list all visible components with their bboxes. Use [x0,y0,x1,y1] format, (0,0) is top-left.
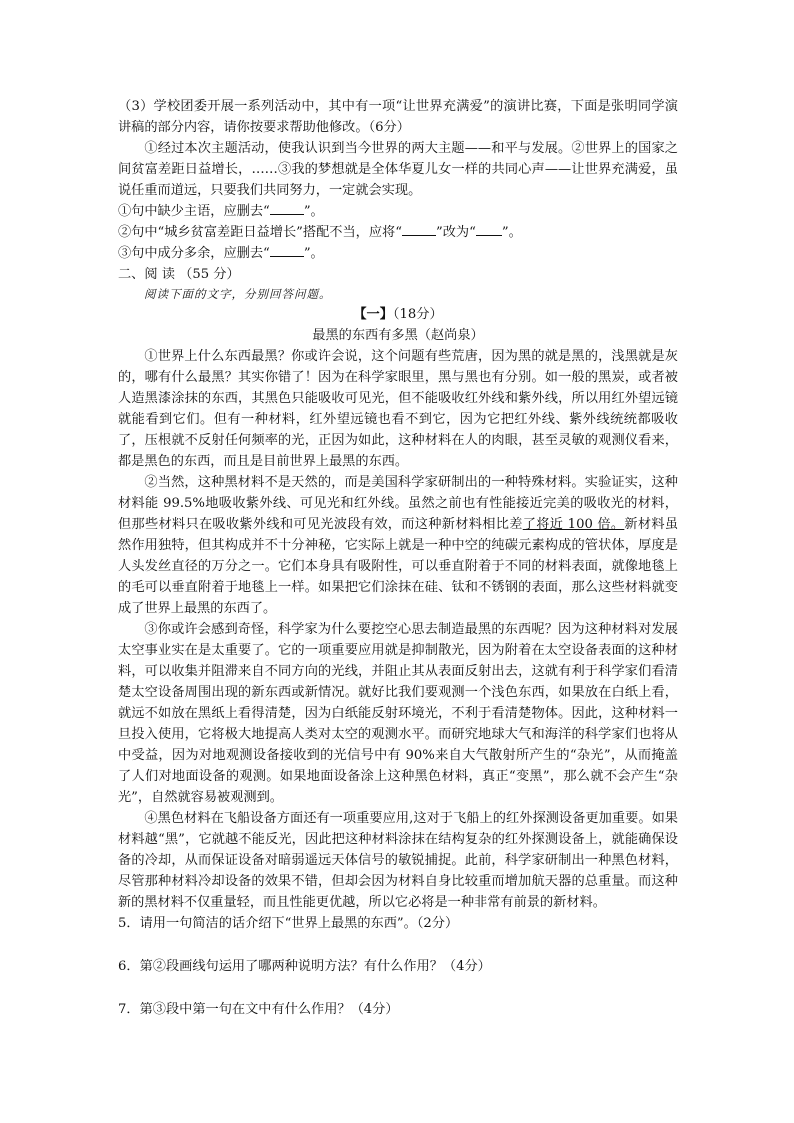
answer-space-6[interactable] [118,977,678,999]
part-score: （18分） [392,307,443,322]
answer-blank-3[interactable] [270,244,304,257]
task-1-end: ”。 [303,204,324,219]
task-3-end: ”。 [303,246,324,261]
paragraph-2-start: ②当然，这种黑材料不是天然的，而是美国科学家研制出的一种特殊材料。实验证实，这种材料能 99.5%地吸收紫外线、可见光和红外线。虽然之前也有性能接近完美的吸收光的材料，但那些材料只在吸收紫外线和可见光波段有效，而这种新材料相比差 [118,475,678,532]
task-2-end: ”。 [501,225,522,240]
section-heading: 二、阅 读 （55 分） [118,267,240,282]
question-6: 6．第②段画线句运用了哪两种说明方法？有什么作用？（4分） [118,959,491,974]
answer-blank-2a[interactable] [402,223,436,236]
task-1-text: ①句中缺少主语，应删去“ [118,204,270,219]
article-title: 最黑的东西有多黑（赵尚泉） [312,328,484,343]
question-7: 7．第③段中第一句在文中有什么作用？（4分） [118,1002,399,1017]
article-part-label [118,304,678,325]
answer-blank-1[interactable] [270,202,304,215]
section-instruction: 阅读下面的文字，分别回答问题。 [144,287,332,301]
part-label: 【一】 [353,307,393,322]
question-5: 5．请用一句简洁的话介绍下“世界上最黑的东西”。（2分） [118,916,459,931]
task-2-mid: ”改为“ [435,225,476,240]
task-2 [118,222,678,243]
speech-excerpt: ①经过本次主题活动，使我认识到当今世界的两大主题——和平与发展。②世界上的国家之间贫富差距日益增长，……③我的梦想就是全体华夏儿女一样的共同心声——让世界充满爱，虽说任重而道远，只要我们共同努力，一定就会实现。 [118,141,678,198]
paragraph-1: ①世界上什么东西最黑？你或许会说，这个问题有些荒唐，因为黑的就是黑的，浅黑就是灰的，哪有什么最黑？其实你错了！因为在科学家眼里，黑与黑也有分别。如一般的黑炭，或者被人造黑漆涂抹的东西，其黑色只能吸收可见光，但不能吸收红外线和紫外线，所以用红外望远镜就能看到它们。但有一种材料，红外望远镜也看不到它，因为它把红外线、紫外线统统都吸收了，压根就不反射任何频率的光，正因为如此，这种材料在人的肉眼，甚至灵敏的观测仪看来，都是黑色的东西，而且是目前世界上最黑的东西。 [118,349,678,469]
paragraph-2 [118,472,678,619]
answer-space-5[interactable] [118,934,678,956]
paragraph-3: ③你或许会感到奇怪，科学家为什么要挖空心思去制造最黑的东西呢？因为这种材料对发展太空事业实在是太重要了。它的一项重要应用就是抑制散光，因为附着在太空设备表面的这种材料，可以收集并阻滞来自不同方向的光线，并阻止其从表面反射出去，这就有利于科学家们看清楚太空设备周围出现的新东西或新情况。就好比我们要观测一个浅色东西，如果放在白纸上看，就远不如放在黑纸上看得清楚，因为白纸能反射环境光，不利于看清楚物体。因此，这种材料一旦投入使用，它将极大地提高人类对太空的观测水平。而研究地球大气和海洋的科学家们也将从中受益，因为对地观测设备接收到的光信号中有 90%来自大气散射所产生的“杂光”，从而掩盖了人们对地面设备的观测。如果地面设备涂上这种黑色材料，真正“变黑”，那么就不会产生“杂光”，自然就容易被观测到。 [118,622,678,805]
task-3-text: ③句中成分多余，应删去“ [118,246,270,261]
task-2-text: ②句中“城乡贫富差距日益增长”搭配不当，应将“ [118,225,402,240]
paragraph-4: ④黑色材料在飞船设备方面还有一项重要应用,这对于飞船上的红外探测设备更加重要。如果材料越“黑”，它就越不能反光，因此把这种材料涂抹在结构复杂的红外探测设备上，就能确保设备的冷却，从而保证设备对暗弱遥远天体信号的敏锐捕捉。此前，科学家研制出一种黑色材料，尽管那种材料冷却设备的效果不错，但却会因为材料自身比较重而增加航天器的总重量。而这种新的黑材料不仅重量轻，而且性能更优越，所以它必将是一种非常有前景的新材料。 [118,811,678,910]
underlined-sentence: 了将近 100 倍。 [522,517,625,532]
task-3 [118,243,678,264]
answer-blank-2b[interactable] [476,223,502,236]
task-1 [118,201,678,222]
part3-intro: （3）学校团委开展一系列活动中，其中有一项“让世界充满爱”的演讲比赛，下面是张明同学演讲稿的部分内容，请你按要求帮助他修改。（6分） [118,99,678,135]
exam-page [118,96,678,1020]
paragraph-2-end: 新材料虽然作用独特，但其构成并不十分神秘，它实际上就是一种中空的纯碳元素构成的管状体，厚度是人头发丝直径的万分之一。它们本身具有吸附性，可以垂直附着于不同的材料表面，就像地毯上的毛可以垂直附着于地毯上一样。如果把它们涂抹在硅、钛和不锈钢的表面，那么这些材料就变成了世界上最黑的东西了。 [118,517,679,616]
